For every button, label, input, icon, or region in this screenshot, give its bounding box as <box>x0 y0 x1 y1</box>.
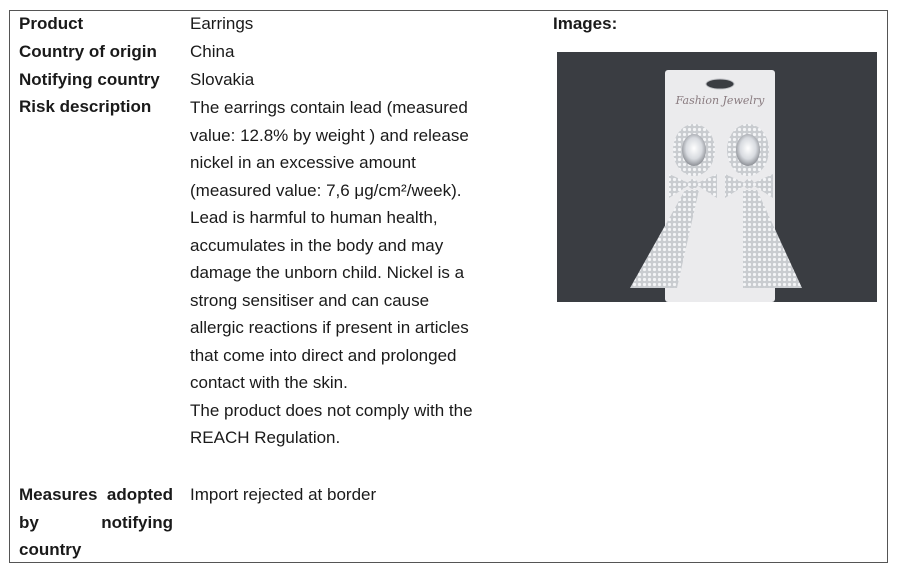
risk-line: Lead is harmful to human health, <box>190 208 438 227</box>
country-of-origin-value: China <box>190 42 235 61</box>
country-of-origin-label: Country of origin <box>19 42 157 61</box>
product-photo <box>557 52 877 302</box>
risk-line: The earrings contain lead (measured <box>190 98 468 117</box>
images-label: Images: <box>553 14 618 33</box>
measures-label-line: Measures adopted <box>19 485 173 504</box>
risk-line: allergic reactions if present in articles <box>190 318 469 337</box>
card-hang-hole <box>706 79 734 89</box>
risk-line: (measured value: 7,6 μg/cm²/week). <box>190 180 462 200</box>
risk-line: The product does not comply with the <box>190 400 473 420</box>
card-brand-text: Fashion Jewelry <box>675 94 765 107</box>
measures-label-line: by notifying <box>19 512 173 532</box>
risk-description-label: Risk description <box>19 97 152 116</box>
product-value: Earrings <box>190 14 254 33</box>
measures-value: Import rejected at border <box>190 485 377 504</box>
risk-line: contact with the skin. <box>190 373 348 392</box>
risk-line: value: 12.8% by weight ) and release <box>190 125 469 145</box>
measures-label-line: country <box>19 540 82 559</box>
risk-line: that come into direct and prolonged <box>190 345 457 365</box>
notifying-country-value: Slovakia <box>190 70 255 89</box>
risk-line: REACH Regulation. <box>190 428 341 447</box>
risk-description-text <box>190 94 510 452</box>
product-label: Product <box>19 14 84 33</box>
measures-label <box>19 481 173 564</box>
risk-line: damage the unborn child. Nickel is a <box>190 263 465 282</box>
notifying-country-label: Notifying country <box>19 70 160 89</box>
risk-line: strong sensitiser and can cause <box>190 290 430 310</box>
risk-line: nickel in an excessive amount <box>190 153 416 172</box>
risk-line: accumulates in the body and may <box>190 235 444 255</box>
